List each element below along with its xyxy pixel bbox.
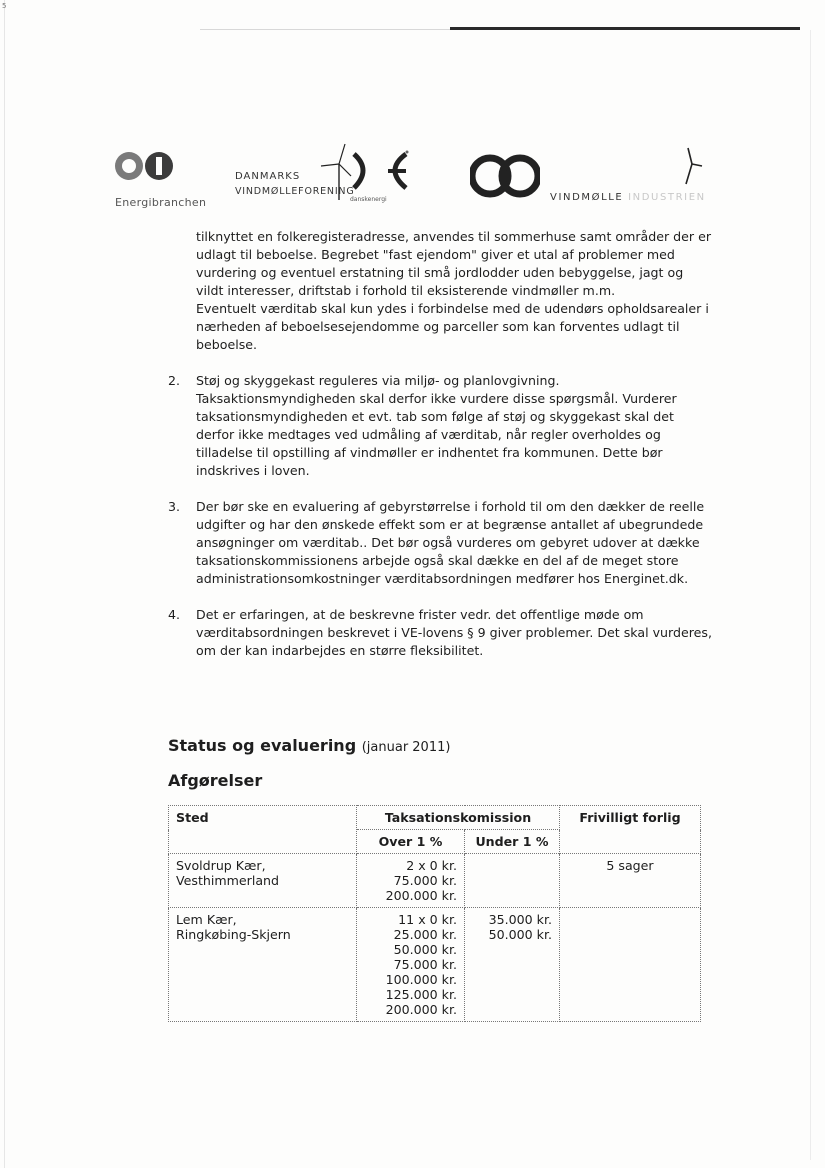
vindmolleindustrien-logo (550, 144, 710, 203)
cell-line: 200.000 kr. (385, 888, 457, 903)
landbrug-logo (470, 154, 540, 202)
dvf-logo-line1: DANMARKS (235, 171, 301, 182)
intro-line: Eventuelt værditab skal kun ydes i forbindelse med de udendørs opholdsarealer i nærheden af beboelsesejendomme og parceller som kan forventes udlagt til beboelse. (196, 301, 709, 352)
cell-frivilligt (560, 908, 701, 1022)
page-edge (810, 30, 811, 1160)
list-text: Støj og skyggekast reguleres via miljø- og planlovgivning. Taksaktionsmyndigheden skal derfor ikke vurdere disse spørgsmål. Vurderer taksationsmyndigheden et evt. tab som følge af støj og skyggekast skal det derfor ikke medtages ved udmåling af værditab, når regler overholdes og tilladelse til opstilling af vindmøller er indhentet fra kommunen. Dette bør indskrives i loven. (196, 373, 677, 478)
header-over: Over 1 % (357, 830, 465, 854)
cell-line: 25.000 kr. (393, 927, 457, 942)
table-header-row (169, 806, 701, 830)
list-item (168, 606, 713, 660)
intro-paragraph (196, 228, 713, 354)
subsection-heading: Afgørelser (168, 771, 263, 790)
cell-line: Ringkøbing-Skjern (176, 927, 291, 942)
cell-line: 50.000 kr. (393, 942, 457, 957)
landbrug-mark-icon (470, 154, 540, 198)
document-body (168, 228, 713, 678)
page-edge (4, 0, 5, 1168)
cell-line: 200.000 kr. (385, 1002, 457, 1017)
list-number: 2. (168, 373, 181, 388)
header-rule-thin (200, 29, 450, 30)
cell-line: Lem Kær, (176, 912, 237, 927)
cell-sted (169, 908, 357, 1022)
header-frivilligt: Frivilligt forlig (560, 806, 701, 854)
header-taksation: Taksationskomission (357, 806, 560, 830)
turbine-blades-icon (550, 144, 710, 190)
decisions-table (168, 805, 701, 1022)
list-number: 4. (168, 607, 181, 622)
di-logo-mark (115, 150, 181, 190)
numbered-list (168, 372, 713, 660)
cell-line: 35.000 kr. (488, 912, 552, 927)
table-row (169, 854, 701, 908)
cell-under (465, 908, 560, 1022)
list-text: Det er erfaringen, at de beskrevne frister vedr. det offentlige møde om værditabsordningen beskrevet i VE-lovens § 9 giver problemer. Det skal vurderes, om der kan indarbejdes en større fleksibilitet. (196, 607, 712, 658)
di-logo-text: Energibranchen (115, 196, 207, 209)
dvf-logo-line2: VINDMØLLEFORENING (235, 186, 355, 197)
cell-line: 50.000 kr. (488, 927, 552, 942)
vm-text-light: INDUSTRIEN (628, 192, 706, 203)
section-heading (168, 736, 450, 755)
dansk-energi-logo (350, 148, 410, 203)
header-under: Under 1 % (465, 830, 560, 854)
header-sted: Sted (169, 806, 357, 854)
header-rule (450, 27, 800, 30)
dansk-energi-text: danskenergi (350, 196, 387, 203)
list-number: 3. (168, 499, 181, 514)
cell-line: 75.000 kr. (393, 957, 457, 972)
list-item (168, 372, 713, 480)
vm-text-dark: VINDMØLLE (550, 192, 624, 203)
dansk-energi-mark-icon (350, 148, 410, 194)
cell-line: Svoldrup Kær, (176, 858, 266, 873)
cell-line: 2 x 0 kr. (406, 858, 457, 873)
list-text: Der bør ske en evaluering af gebyrstørrelse i forhold til om den dækker de reelle udgifter og har den ønskede effekt som er at begrænse antallet af ubegrundede ansøgninger om værditab.. Det bør også vurderes om gebyret udover at dække taksationskommissionens arbejde også skal dække en del af de meget store administrationsomkostninger værditabsordningen medfører hos Energinet.dk. (196, 499, 705, 586)
vindmolleindustrien-text (550, 192, 706, 203)
dvf-logo (235, 140, 365, 214)
section-title: Status og evaluering (168, 736, 357, 755)
page-mark: 5 (2, 2, 7, 10)
cell-frivilligt: 5 sager (560, 854, 701, 908)
intro-line: tilknyttet en folkeregisteradresse, anvendes til sommerhuse samt områder der er udlagt til beboelse. Begrebet "fast ejendom" giver et utal af problemer med vurdering og eventuel erstatning til små jordlodder uden bebyggelse, jagt og vildt interesser, driftstab i forhold til eksisterende vindmøller m.m. (196, 229, 712, 298)
cell-over (357, 908, 465, 1022)
cell-line: 11 x 0 kr. (398, 912, 457, 927)
section-date: (januar 2011) (361, 740, 451, 755)
cell-line: 100.000 kr. (385, 972, 457, 987)
logo-row (110, 140, 710, 210)
cell-over (357, 854, 465, 908)
cell-sted (169, 854, 357, 908)
cell-under (465, 854, 560, 908)
cell-line: 125.000 kr. (385, 987, 457, 1002)
list-item (168, 498, 713, 588)
cell-line: 75.000 kr. (393, 873, 457, 888)
table-row (169, 908, 701, 1022)
di-logo (115, 150, 207, 209)
cell-line: Vesthimmerland (176, 873, 280, 888)
